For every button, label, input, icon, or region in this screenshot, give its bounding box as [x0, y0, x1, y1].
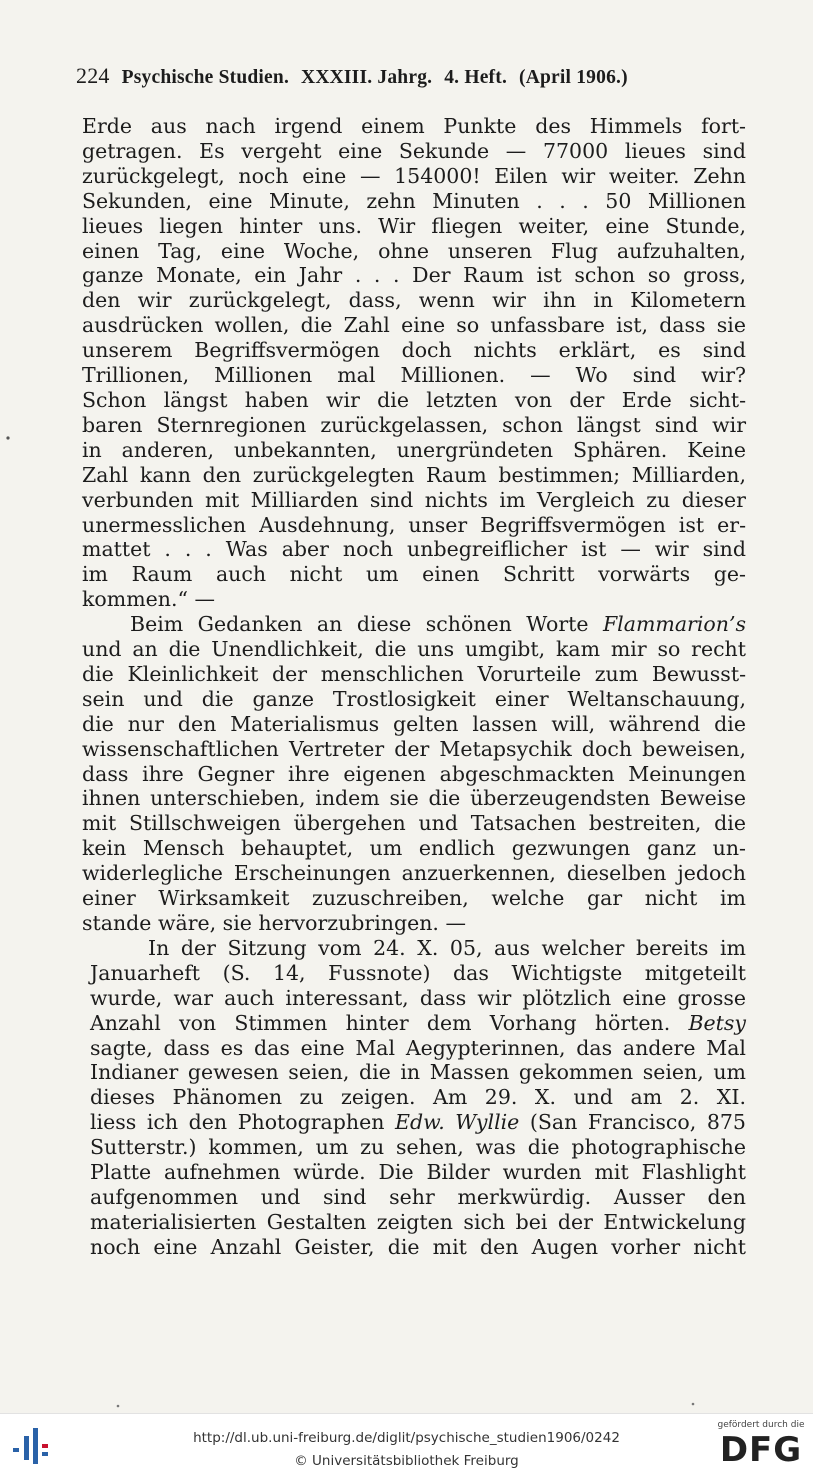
- text-line: im Raum auch nicht um einen Schritt vorwärts ge-: [82, 562, 746, 587]
- text-line: sagte, dass es das eine Mal Aegypterinnen, das andere Mal: [90, 1035, 746, 1060]
- text-line: die Kleinlichkeit der menschlichen Vorurteile zum Bewusst-: [82, 661, 746, 686]
- text-fragment: (San Francisco, 875: [519, 1110, 746, 1135]
- text-fragment: Anzahl von Stimmen hinter dem Vorhang hörten.: [90, 1010, 689, 1035]
- text-line: mattet . . . Was aber noch unbegreiflicher ist — wir sind: [82, 537, 746, 562]
- text-line: lieues liegen hinter uns. Wir fliegen weiter, eine Stunde,: [82, 213, 746, 238]
- dfg-tagline: gefördert durch die: [717, 1420, 805, 1430]
- permalink-url[interactable]: http://dl.ub.uni-freiburg.de/diglit/psychische_studien1906/0242: [193, 1430, 620, 1446]
- issue-date: (April 1906.): [519, 67, 628, 88]
- dfg-funding-logo[interactable]: [716, 1420, 806, 1472]
- text-line: mit Stillschweigen übergehen und Tatsachen bestreiten, die: [82, 811, 746, 836]
- text-line: baren Sternregionen zurückgelassen, schon längst sind wir: [82, 412, 746, 437]
- copyright-notice: © Universitätsbibliothek Freiburg: [294, 1453, 519, 1469]
- text-line: ausdrücken wollen, die Zahl eine so unfassbare ist, dass sie: [82, 313, 746, 338]
- italic-name-flammarion: Flammarion’s: [602, 612, 746, 637]
- text-line: unserem Begriffsvermögen doch nichts erklärt, es sind: [82, 338, 746, 363]
- text-line: Indianer gewesen seien, die in Massen gekommen seien, um: [90, 1060, 746, 1085]
- text-line: stande wäre, sie hervorzubringen. —: [82, 911, 466, 935]
- text-line: einer Wirksamkeit zuzuschreiben, welche gar nicht im: [82, 886, 746, 911]
- text-line: getragen. Es vergeht eine Sekunde — 77000 lieues sind: [82, 138, 746, 163]
- text-line: materialisierten Gestalten zeigten sich bei der Entwickelung: [90, 1209, 746, 1234]
- text-line: in anderen, unbekannten, unergründeten Sphären. Keine: [82, 437, 746, 462]
- text-line: Schon längst haben wir die letzten von der Erde sicht-: [82, 387, 746, 412]
- text-line: unermesslichen Ausdehnung, unser Begriffsvermögen ist er-: [82, 512, 746, 537]
- text-line: In der Sitzung vom 24. X. 05, aus welcher bereits im: [148, 935, 746, 960]
- text-line: dass ihre Gegner ihre eigenen abgeschmackten Meinungen: [82, 761, 746, 786]
- text-line: kommen.“ —: [82, 587, 215, 612]
- text-line: Erde aus nach irgend einem Punkte des Himmels fort-: [82, 114, 746, 138]
- text-line: aufgenommen und sind sehr merkwürdig. Ausser den: [90, 1184, 746, 1209]
- text-line: die nur den Materialismus gelten lassen will, während die: [82, 711, 746, 736]
- text-line: und an die Unendlichkeit, die uns umgibt, kam mir so recht: [82, 637, 746, 662]
- volume-label: XXXIII. Jahrg.: [301, 67, 433, 88]
- italic-name-betsy: Betsy: [688, 1010, 746, 1035]
- text-line: kein Mensch behauptet, um endlich gezwungen ganz un-: [82, 836, 746, 861]
- text-line: noch eine Anzahl Geister, die mit den Augen vorher nicht: [90, 1234, 746, 1259]
- text-line: Platte aufnehmen würde. Die Bilder wurden mit Flashlight: [90, 1160, 746, 1185]
- text-line: Sutterstr.) kommen, um zu sehen, was die photographische: [90, 1135, 746, 1160]
- text-line: Januarheft (S. 14, Fussnote) das Wichtigste mitgeteilt: [90, 960, 746, 985]
- text-line: ganze Monate, ein Jahr . . . Der Raum ist schon so gross,: [82, 263, 746, 288]
- text-line: einen Tag, eine Woche, ohne unseren Flug aufzuhalten,: [82, 238, 746, 263]
- text-line: Trillionen, Millionen mal Millionen. — Wo sind wir?: [82, 363, 746, 388]
- text-line: wissenschaftlichen Vertreter der Metapsychik doch beweisen,: [82, 736, 746, 761]
- text-fragment: liess ich den Photographen: [90, 1110, 396, 1135]
- text-line: wurde, war auch interessant, dass wir plötzlich eine grosse: [90, 985, 746, 1010]
- text-line: Zahl kann den zurückgelegten Raum bestimmen; Milliarden,: [82, 462, 746, 487]
- italic-name-wyllie: Edw. Wyllie: [395, 1110, 520, 1135]
- text-line: zurückgelegt, noch eine — 154000! Eilen wir weiter. Zehn: [82, 163, 746, 188]
- text-line: ihnen unterschieben, indem sie die überzeugendsten Beweise: [82, 786, 746, 811]
- text-fragment: Beim Gedanken an diese schönen Worte: [130, 612, 603, 637]
- viewer-footer: [0, 1413, 813, 1474]
- journal-title: Psychische Studien.: [121, 67, 290, 88]
- dfg-logo-text: DFG: [719, 1430, 803, 1470]
- text-line: Sekunden, eine Minute, zehn Minuten . . . 50 Millionen: [82, 188, 746, 213]
- text-line: dieses Phänomen zu zeigen. Am 29. X. und am 2. XI.: [90, 1085, 746, 1110]
- text-line: den wir zurückgelegt, dass, wenn wir ihn in Kilometern: [82, 288, 746, 313]
- text-line: verbunden mit Milliarden sind nichts im Vergleich zu dieser: [82, 487, 746, 512]
- issue-label: 4. Heft.: [444, 67, 508, 88]
- text-line: sein und die ganze Trostlosigkeit einer Weltanschauung,: [82, 686, 746, 711]
- text-line: widerlegliche Erscheinungen anzuerkennen, dieselben jedoch: [82, 861, 746, 886]
- page-number: 224: [76, 63, 110, 88]
